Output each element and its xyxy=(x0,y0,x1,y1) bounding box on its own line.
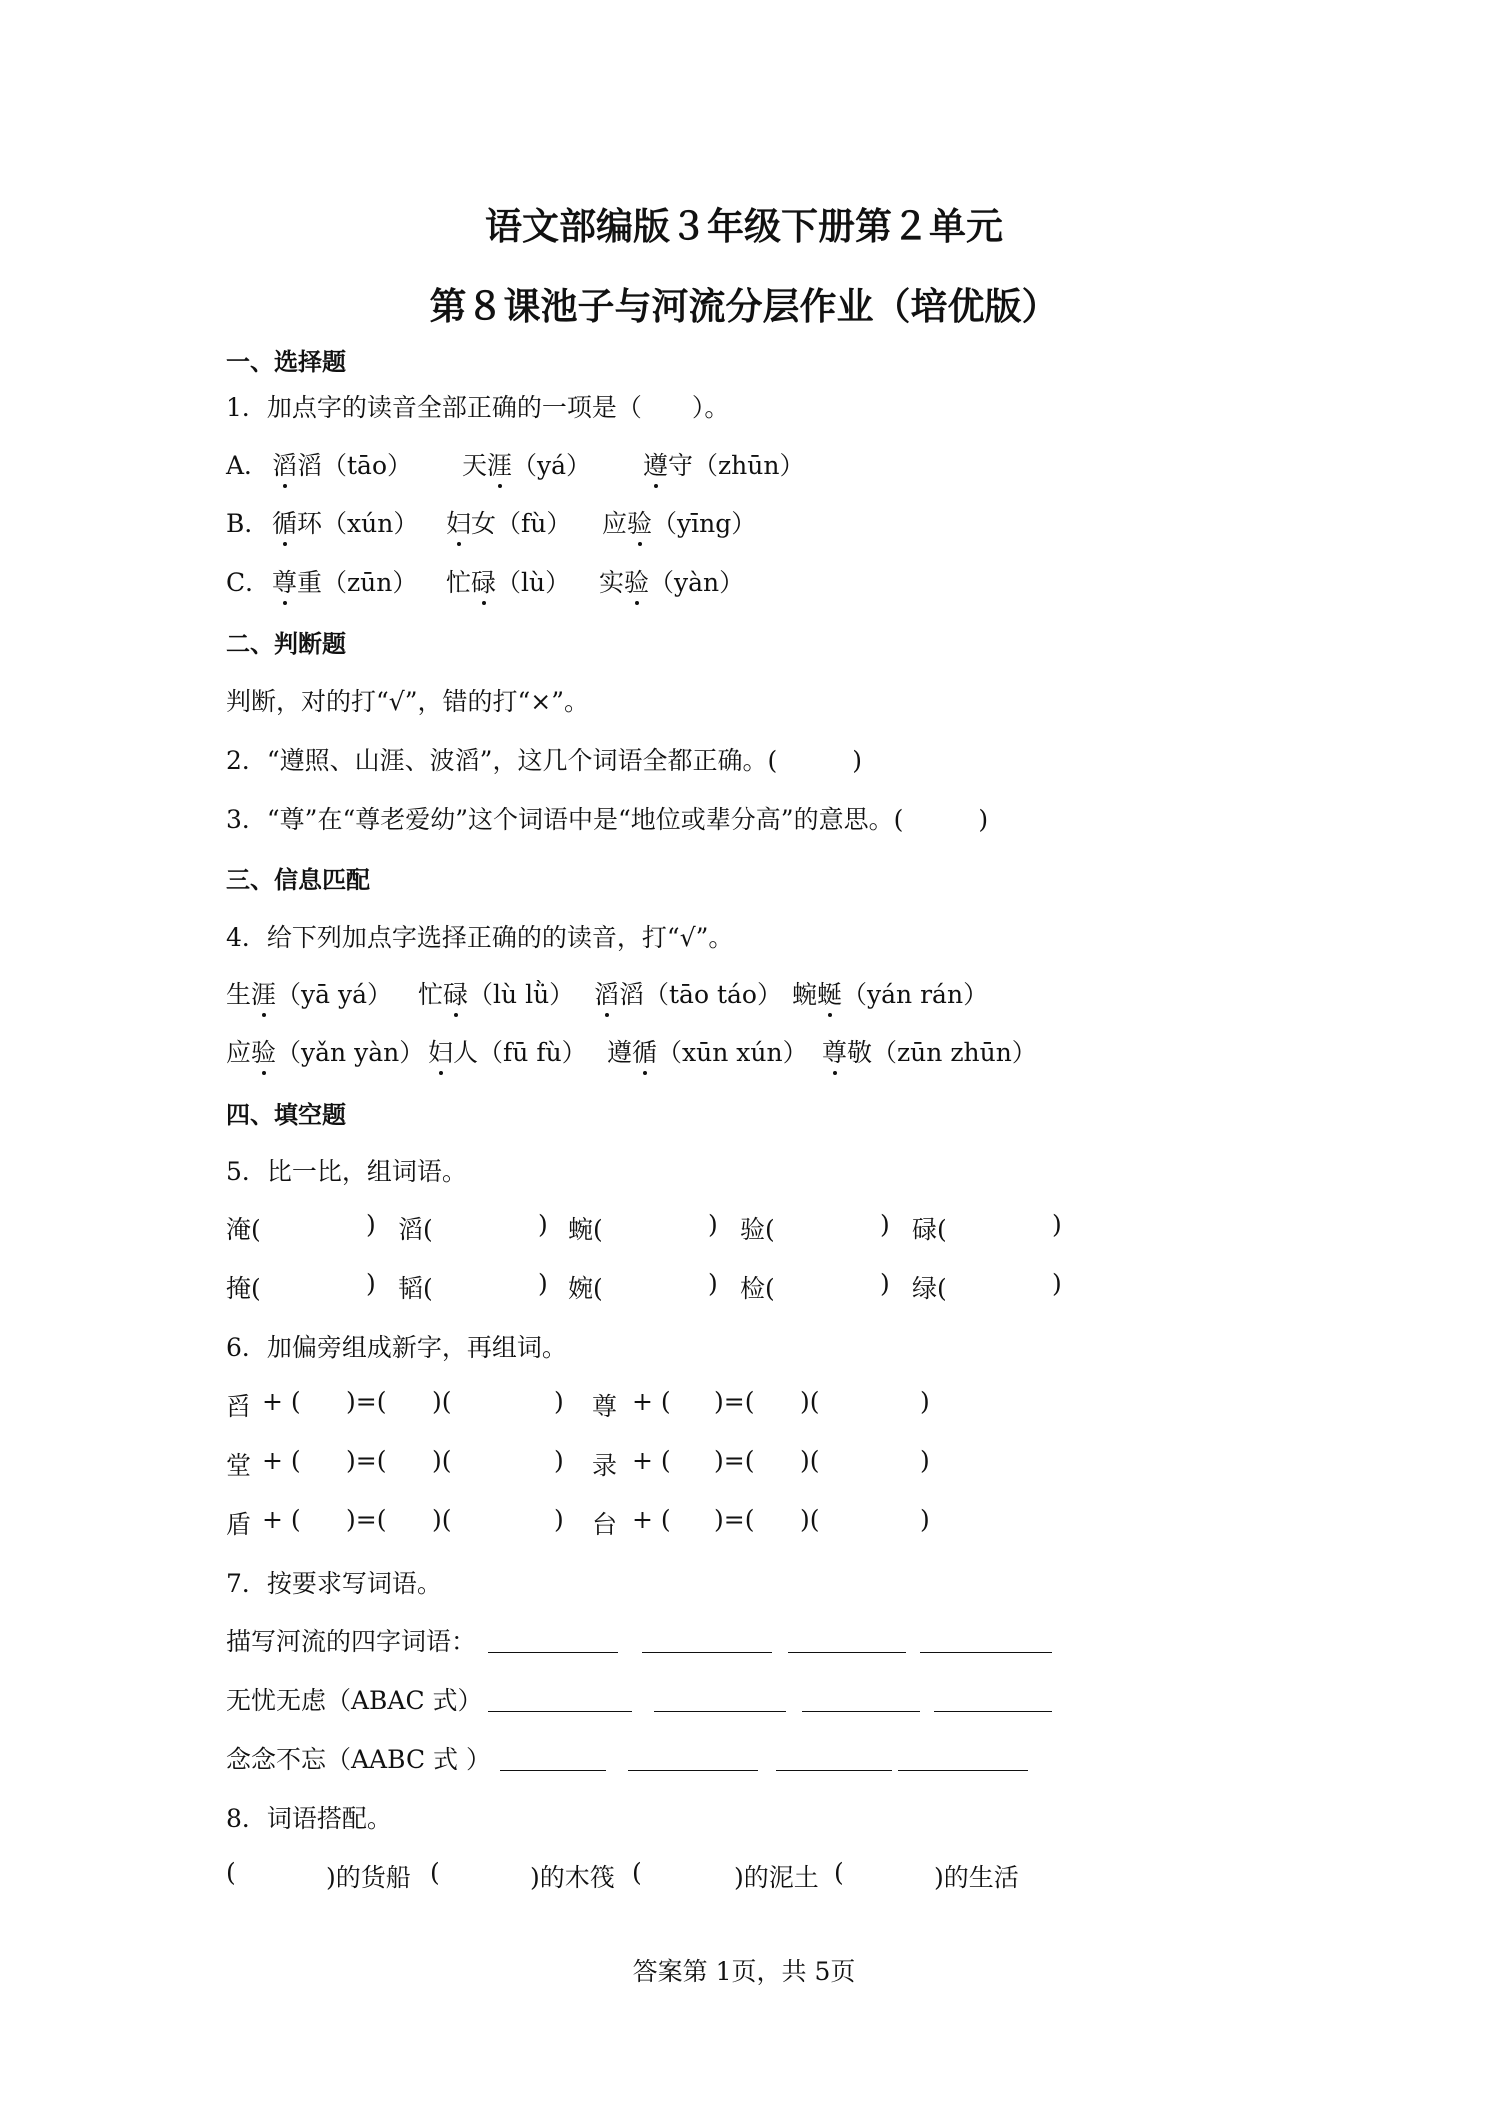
section-heading-fill: 四、填空题 xyxy=(226,1101,346,1129)
option-word: 滔滔（tāo） xyxy=(272,446,412,482)
q1-stem: 1．加点字的读音全部正确的一项是（ ）。 xyxy=(226,393,730,422)
q7-prompt: 无忧无虑（ABAC 式） xyxy=(226,1686,483,1715)
answer-blank[interactable] xyxy=(500,1746,606,1771)
answer-blank[interactable] xyxy=(934,1687,1052,1712)
pinyin-item: 蜿蜒（yán rán） xyxy=(792,975,988,1011)
compare-char: 蜿( xyxy=(568,1215,603,1244)
answer-blank[interactable] xyxy=(920,1628,1052,1653)
page-title: 语文部编版３年级下册第２单元 xyxy=(485,205,1003,248)
answer-blank[interactable] xyxy=(642,1628,772,1653)
option-word: 天涯（yá） xyxy=(462,446,591,482)
radical-char: 盾 xyxy=(226,1510,252,1539)
q8-item: )的货船 xyxy=(326,1863,411,1892)
compare-char: 验( xyxy=(740,1215,775,1244)
option-label: B． xyxy=(226,509,270,538)
q2-text: 2．“遵照、山涯、波滔”，这几个词语全都正确。( ) xyxy=(226,746,862,775)
q7-stem: 7．按要求写词语。 xyxy=(226,1569,442,1598)
option-word: 应验（yīng） xyxy=(602,504,756,540)
pinyin-item: 滔滔（tāo táo） xyxy=(594,975,782,1011)
q4-stem: 4．给下列加点字选择正确的的读音，打“√”。 xyxy=(226,923,734,952)
q5-stem: 5．比一比，组词语。 xyxy=(226,1157,467,1186)
option-label: A． xyxy=(226,451,270,480)
answer-blank[interactable] xyxy=(488,1687,632,1712)
page-subtitle: 第８课池子与河流分层作业（培优版） xyxy=(429,285,1059,328)
q7-prompt: 念念不忘（AABC 式 ） xyxy=(226,1745,491,1774)
q8-item: )的木筏 xyxy=(530,1863,615,1892)
q6-stem: 6．加偏旁组成新字，再组词。 xyxy=(226,1333,567,1362)
answer-blank[interactable] xyxy=(654,1687,786,1712)
option-label: C． xyxy=(226,568,271,597)
option-word: 尊重（zūn） xyxy=(272,563,417,599)
option-word: 忙碌（lù） xyxy=(446,563,570,599)
option-word: 妇女（fù） xyxy=(446,504,571,540)
option-word: 循环（xún） xyxy=(272,504,418,540)
answer-blank[interactable] xyxy=(788,1628,906,1653)
compare-char: 掩( xyxy=(226,1274,261,1303)
option-word: 实验（yàn） xyxy=(599,563,744,599)
pinyin-item: 忙碌（lù lǜ） xyxy=(418,975,574,1011)
radical-char: 录 xyxy=(592,1451,618,1480)
section-heading-choice: 一、选择题 xyxy=(226,348,346,376)
pinyin-item: 遵循（xūn xún） xyxy=(607,1033,808,1069)
radical-char: 尊 xyxy=(592,1392,618,1421)
pinyin-item: 生涯（yā yá） xyxy=(226,975,392,1011)
section-heading-judge: 二、判断题 xyxy=(226,630,346,658)
pinyin-item: 尊敬（zūn zhūn） xyxy=(822,1033,1037,1069)
answer-blank[interactable] xyxy=(802,1687,920,1712)
compare-char: 绿( xyxy=(912,1274,947,1303)
pinyin-item: 妇人（fū fù） xyxy=(428,1033,587,1069)
answer-blank[interactable] xyxy=(776,1746,892,1771)
compare-char: 检( xyxy=(740,1274,775,1303)
compare-char: 韬( xyxy=(398,1274,433,1303)
compare-char: 淹( xyxy=(226,1215,261,1244)
option-word: 遵守（zhūn） xyxy=(643,446,805,482)
q8-item: )的泥土 xyxy=(734,1863,819,1892)
q8-stem: 8．词语搭配。 xyxy=(226,1804,392,1833)
compare-char: 碌( xyxy=(912,1215,947,1244)
judge-intro: 判断，对的打“√”，错的打“×”。 xyxy=(226,687,590,716)
pinyin-item: 应验（yǎn yàn） xyxy=(226,1033,424,1069)
answer-blank[interactable] xyxy=(488,1628,618,1653)
radical-char: 堂 xyxy=(226,1451,252,1480)
answer-blank[interactable] xyxy=(898,1746,1028,1771)
q8-item: )的生活 xyxy=(934,1863,1019,1892)
compare-char: 滔( xyxy=(398,1215,433,1244)
answer-blank[interactable] xyxy=(628,1746,758,1771)
compare-char: 婉( xyxy=(568,1274,603,1303)
page-footer: 答案第 1页，共 5页 xyxy=(632,1957,856,1986)
q7-prompt: 描写河流的四字词语： xyxy=(226,1627,477,1656)
radical-char: 台 xyxy=(592,1510,618,1539)
section-heading-match: 三、信息匹配 xyxy=(226,866,370,894)
q3-text: 3．“尊”在“尊老爱幼”这个词语中是“地位或辈分高”的意思。( ) xyxy=(226,805,989,834)
radical-char: 舀 xyxy=(226,1392,252,1421)
